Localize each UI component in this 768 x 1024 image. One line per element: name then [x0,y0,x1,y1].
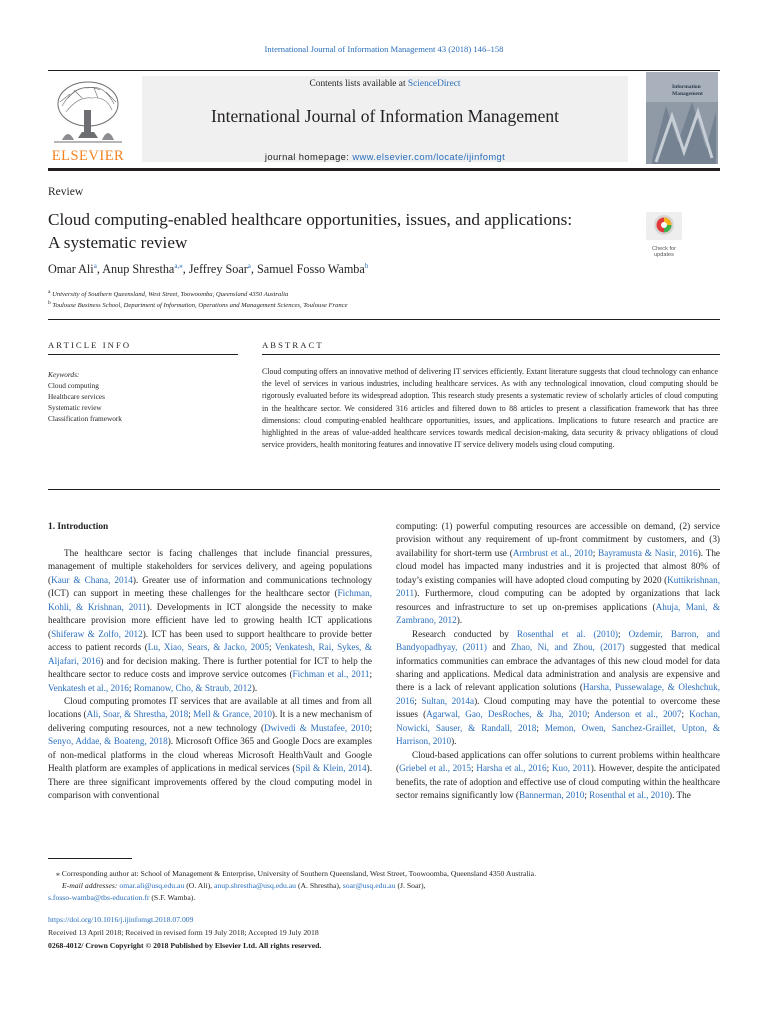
title-line-1: Cloud computing-enabled healthcare opportunities, issues, and applications: [48,210,573,229]
keywords-block [48,369,122,424]
email-owner: (J. Soar), [395,881,426,890]
citation-link[interactable]: Ahuja, Mani, & Zambrano, 2012 [396,601,720,626]
keyword-item: Healthcare services [48,392,105,401]
journal-homepage [142,151,628,162]
paragraph-text: ; [546,763,552,774]
body-paragraph [396,628,720,749]
paragraph-text: ; [592,547,599,558]
author-separator: , [250,262,257,277]
citation-link[interactable]: Sultan, 2014a [421,695,475,706]
paragraph-text: ; [414,695,422,706]
paragraph-text: ). The [669,790,691,801]
citation-link[interactable]: Rosenthal et al. (2010) [516,628,618,639]
keyword-item: Systematic review [48,403,102,412]
left-column [48,547,372,803]
paragraph-text: ) and for decision making. There is further potential for ICT to help the healthcare sector to reduce costs and improve service outcomes ( [48,655,372,680]
body-paragraph [48,695,372,803]
paragraph-text: The healthcare sector is facing challenges that include financial pressures, management of multiple stakeholders for services delivery, and ageing populations ( [48,548,372,585]
author-affiliation-marker[interactable]: b [364,262,369,270]
citation-link[interactable]: Lu, Xiao, Sears, & Jacko, 2005 [147,642,269,653]
citation-link[interactable]: Dwivedi & Mustafee, 2010 [264,722,370,733]
affiliation-rule [48,319,720,320]
citation-link[interactable]: Ozdemir, Barron, and Bandyopadhyay, (2011) [396,628,720,653]
journal-cover-image [646,72,718,164]
citation-link[interactable]: Agarwal, Gao, DesRoches, & Jha, 2010 [426,709,587,720]
keywords-label: Keywords: [48,370,80,379]
body-paragraph [396,749,720,803]
citation-link[interactable]: Kaur & Chana, 2014 [51,574,133,585]
paragraph-text: ; [536,722,545,733]
citation-link[interactable]: Ali, Soar, & Shrestha, 2018 [86,709,189,720]
check-for-updates-button[interactable] [646,212,682,258]
elsevier-logo [48,76,128,166]
affiliation-a-marker: a [48,289,51,295]
author-affiliation-marker[interactable]: a,⁎ [174,262,183,270]
email-label: E-mail addresses: [62,881,120,890]
homepage-prefix: journal homepage: [264,151,353,162]
paragraph-text: ; [128,682,134,693]
contents-line [142,79,628,89]
paragraph-text: ; [586,709,595,720]
author-separator: , [96,262,103,277]
cover-title: Information Management [672,84,703,97]
citation-link[interactable]: Venkatesh et al., 2016 [48,682,129,693]
email-link[interactable]: s.fosso-wamba@tbs-education.fr [48,893,150,902]
paragraph-text: computing: (1) powerful computing resources are accessible on demand, (2) service provision without any requirement of up-front commitment by customers, and (3) availability for short-term use ( [396,521,720,558]
email-owner: (A. Shrestha), [296,881,343,890]
paragraph-text: ). [456,615,463,626]
affiliation-a-text: University of Southern Queensland, West Street, Toowoomba, Queensland 4350 Australia [52,291,289,299]
citation-link[interactable]: Zhao, Ni, and Zhou, (2017) [511,642,625,653]
paragraph-text: ). The cloud model has impacted many industries and it is projected that almost 80% of today’s existing companies will have adopted cloud computing by 2020 ( [396,547,720,585]
paragraph-text: ). [251,682,258,693]
email-link[interactable]: anup.shrestha@usq.edu.au [214,881,297,890]
author-name: Jeffrey Soar [188,262,248,277]
journal-title: International Journal of Information Management [211,106,559,126]
email-link[interactable]: omar.ali@usq.edu.au [119,881,185,890]
citation-link[interactable]: Rosenthal et al., 2010 [589,790,670,801]
author-list [48,262,368,277]
citation-link[interactable]: Kuo, 2011 [551,763,591,774]
citation-link[interactable]: Mell & Grance, 2010 [193,709,272,720]
journal-reference[interactable]: International Journal of Information Management 43 (2018) 146–158 [264,44,504,54]
abstract-rule [262,354,720,355]
keyword-item: Classification framework [48,414,122,423]
email-addresses [48,880,720,892]
title-line-2: A systematic review [48,232,188,252]
article-title [48,209,648,254]
paragraph-text: suggested that medical informatics communities can embrace the advantages of this new cloud model for data sharing and applications. Medical data administration and analysis are expensive and there is a lack of relevant application solutions ( [396,642,721,693]
citation-link[interactable]: Armbrust et al., 2010 [512,547,593,558]
citation-link[interactable]: Kuttikrishnan, 2011 [396,574,720,599]
citation-link[interactable]: Bannerman, 2010 [518,790,585,801]
affiliation-b-marker: b [48,300,51,306]
citation-link[interactable]: Venkatesh, Rai, Sykes, & Aljafari, 2016 [48,642,372,666]
citation-link[interactable]: Kochan, Nowicki, Sauser, & Randall, 2018 [396,709,721,733]
author-affiliation-marker[interactable]: a [93,262,97,270]
citation-link[interactable]: Shiferaw & Zolfo, 2012 [51,628,143,639]
check-updates-icon [646,212,682,240]
paragraph-text: ; [269,642,275,653]
body-paragraph [396,520,720,628]
paragraph-text: ). There are three significant improvements offered by the cloud computing model in comparison with conventional [48,763,372,801]
corresponding-author-note: ⁎ Corresponding author at: School of Management & Enterprise, University of Southern Queensland, West Street, Toowoomba, Queensland 4350 Australia. [56,869,537,878]
copyright-notice: 0268-4012/ Crown Copyright © 2018 Published by Elsevier Ltd. All rights reserved. [48,941,322,950]
check-updates-label: Check for updates [652,246,676,258]
paragraph-text: ). [451,736,457,747]
email-owner: (S.F. Wamba). [149,893,196,902]
body-paragraph [48,547,372,695]
citation-link[interactable]: Memon, Owen, Sanchez-Graillet, Upton, & Harrison, 2010 [396,722,720,747]
paragraph-text: ). Greater use of information and communications technology (ICT) can support in meeting these challenges for the healthcare sector ( [48,574,372,599]
abstract-heading: ABSTRACT [262,340,324,350]
elsevier-wordmark: ELSEVIER [51,148,125,164]
paragraph-text: Cloud-based applications can offer solutions to current problems within healthcare ( [396,749,720,774]
citation-link[interactable]: Fichman et al., 2011 [292,669,370,680]
email-addresses-cont [48,892,720,904]
section-heading-introduction: 1. Introduction [48,522,109,532]
citation-link[interactable]: Anderson et al., 2007 [594,709,682,720]
email-link[interactable]: soar@usq.edu.au [342,881,396,890]
article-info-rule [48,354,238,355]
author-name: Samuel Fosso Wamba [257,262,365,277]
citation-link[interactable]: Romanow, Cho, & Straub, 2012 [133,682,252,693]
paragraph-text: ). Developments in ICT alongside the necessity to make healthcare provision more efficient have led to growing health ICT applications ( [48,601,372,639]
journal-banner [142,76,628,162]
author-affiliation-marker[interactable]: a [247,262,251,270]
paragraph-text: ). It is a new mechanism of delivering computing resources, not a new technology ( [48,709,372,733]
article-info-heading: ARTICLE INFO [48,340,132,350]
paragraph-text: ). Furthermore, cloud computing can be adopted by organizations that lack resources and infrastructure to set up on-premises applications ( [396,588,720,612]
keyword-item: Cloud computing [48,381,99,390]
header-rule [48,70,720,71]
paragraph-text: Research conducted by [412,628,517,639]
paragraph-text: ; [470,763,477,774]
sciencedirect-link[interactable]: ScienceDirect [407,79,461,89]
received-dates: Received 13 April 2018; Received in revised form 19 July 2018; Accepted 19 July 2018 [48,928,319,937]
paragraph-text: ). However, despite the anticipated benefits, the rate of adoption and effective use of cloud computing within the healthcare sector remains significantly low ( [396,763,721,801]
affiliation-b [48,300,348,309]
affiliation-a [48,289,288,298]
paragraph-text: ). Microsoft Office 365 and Google Docs are examples of non-medical platforms in the cloud whereas Microsoft HealthVault and Google Health platform are examples of applications in medical services ( [48,736,372,774]
footnote [48,868,720,904]
citation-link[interactable]: Fichman, Kohli, & Krishnan, 2011 [48,588,372,612]
paragraph-text: ; [369,722,372,733]
paragraph-text: ). ICT has been used to support healthcare to provide better access to patient records ( [48,628,373,653]
abstract-rule-bottom [48,489,720,490]
author-name: Anup Shrestha [102,262,175,277]
paragraph-text: ; [584,790,590,801]
banner-rule [48,168,720,171]
paragraph-text: Cloud computing promotes IT services that are available at all times and from all locations ( [48,695,372,720]
paragraph-text: ; [188,709,194,720]
author-name: Omar Ali [48,262,94,277]
citation-link[interactable]: Griebel et al., 2015 [399,763,471,774]
email-owner: (O. Ali), [184,881,214,890]
abstract-text: Cloud computing offers an innovative method of delivering IT services efficiently. Extant literature suggests that cloud technology can enhance the level of services in various industries, including healthcare services. As with any technological innovation, cloud computing should be rigorously evaluated before its widespread adoption. This research study presents a systematic review of scholarly articles of cloud computing in the healthcare sector. We considered 316 articles and filtered down to 88 articles to present a classification framework that has three dimensions: cloud computing-enabled healthcare opportunities, issues, and applications. Implications to future research and practice are highlighted in the areas of value-added healthcare services towards medical decision-making, data security & privacy obligations of cloud service providers, health monitoring features and innovative IT service delivery models using cloud computing. [262,367,718,450]
paragraph-text: ; [681,709,690,720]
citation-link[interactable]: Bayramusta & Nasir, 2016 [598,547,698,558]
paragraph-text: ). Cloud computing may have the potential to overcome these issues ( [396,695,720,720]
footnote-rule [48,858,132,859]
citation-link[interactable]: Harsha et al., 2016 [476,763,547,774]
citation-link[interactable]: Senyo, Addae, & Boateng, 2018 [48,736,168,747]
affiliation-b-text: Toulouse Business School, Department of Information, Operations and Management Sciences, Toulouse France [52,302,348,310]
article-type: Review [48,186,84,198]
paragraph-text: ; [618,628,629,639]
right-column [396,520,720,803]
contents-prefix: Contents lists available at [309,79,408,89]
homepage-link[interactable]: www.elsevier.com/locate/ijinfomgt [352,151,506,162]
author-separator: , [182,262,189,277]
paragraph-text: ; [369,669,372,680]
citation-link[interactable]: Spil & Klein, 2014 [295,763,367,774]
citation-link[interactable]: Harsha, Pussewalage, & Oleshchuk, 2016 [396,682,720,706]
doi-link[interactable]: https://doi.org/10.1016/j.ijinfomgt.2018.07.009 [48,915,194,924]
paragraph-text: and [486,642,512,653]
